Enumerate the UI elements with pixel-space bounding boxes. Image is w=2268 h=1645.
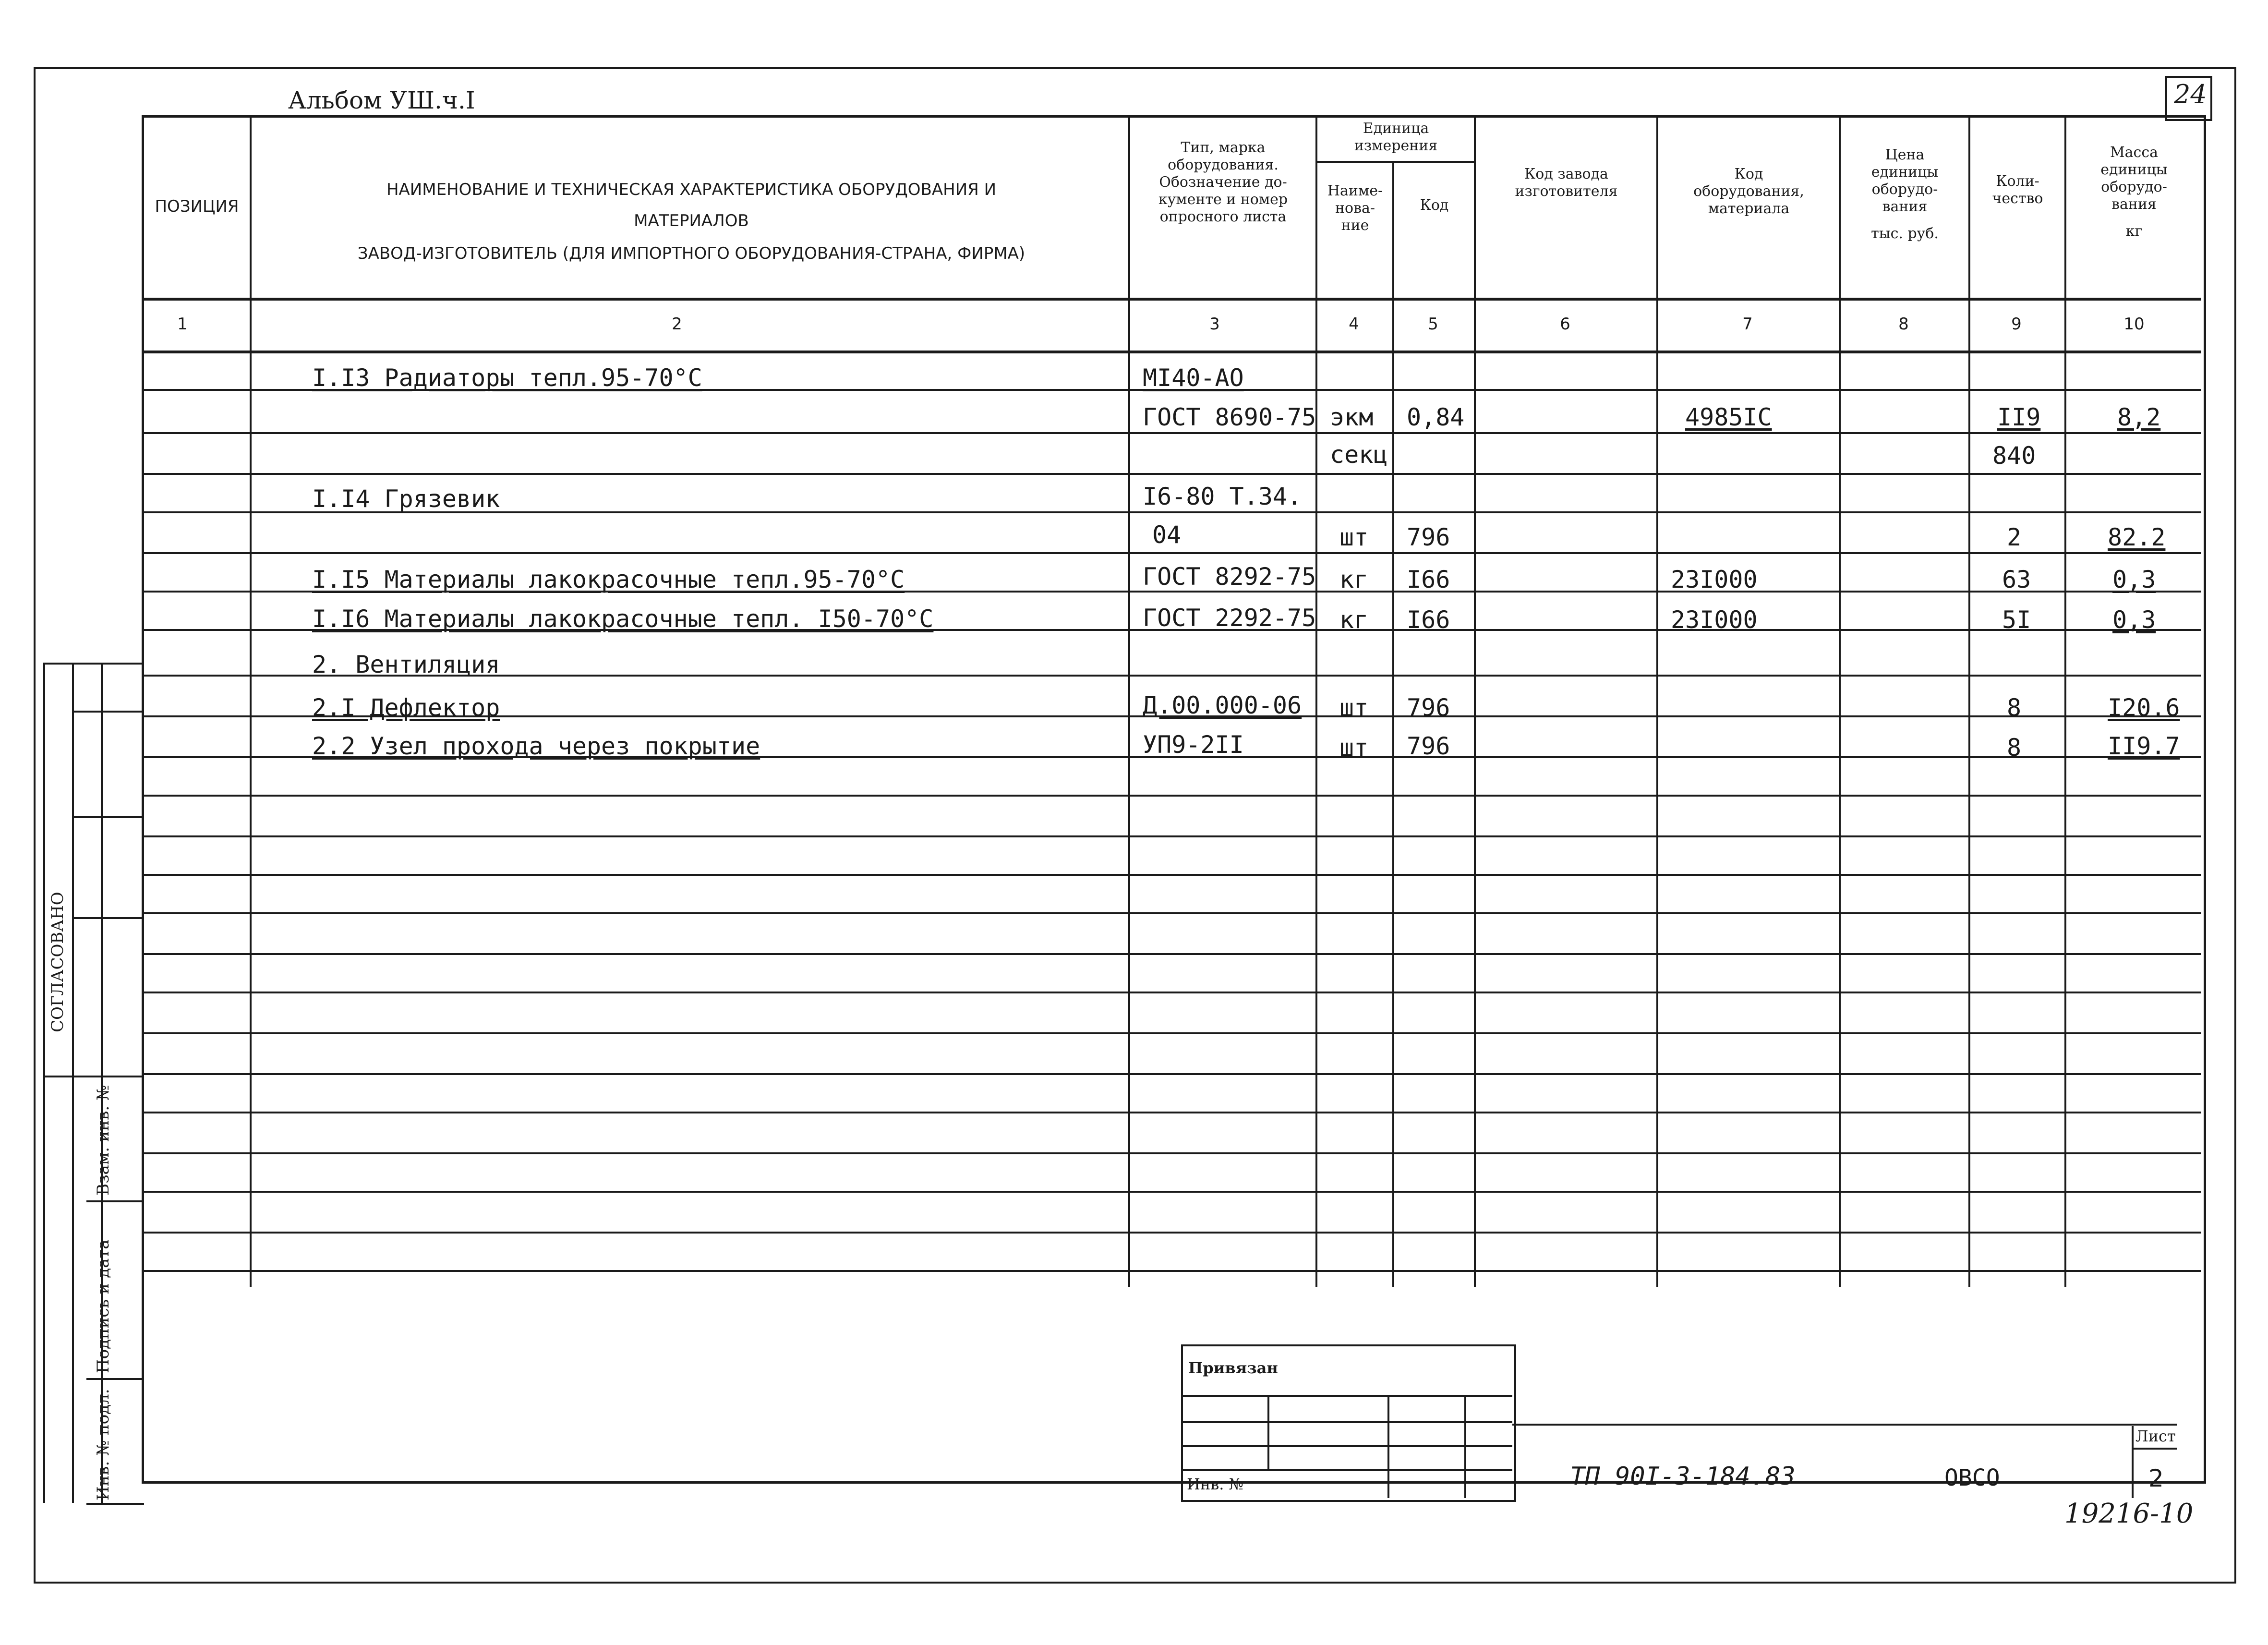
row-10-code: 796 [1407,732,1450,760]
row-5-code: 796 [1407,523,1450,551]
header-qty: Коли- чество [1992,173,2043,207]
colnum-4: 4 [1349,314,1359,334]
row-line-11 [142,795,2201,797]
row-2-qty: II9 [1997,403,2041,431]
section-code: ОВСО [1944,1464,2000,1491]
row-9-unit: шт [1339,694,1369,722]
row-10-qty: 8 [2007,734,2022,762]
side-strip-h3 [72,917,144,919]
side-label-sign-date: Подпись и дата [94,1239,113,1373]
row-5-qty: 2 [2007,523,2022,551]
title-block-top [1512,1424,2177,1426]
row-6-unit: кг [1339,566,1369,593]
stamp-inv-no: Инв. № [1187,1475,1243,1493]
stamp-line-3 [1181,1445,1512,1447]
row-6-code: I66 [1407,566,1450,593]
colnum-bottom-line [142,351,2201,353]
row-line-13 [142,874,2201,876]
row-7-equip: 23I000 [1671,606,1758,634]
col-line-7 [1839,115,1841,1287]
side-strip [43,663,144,1503]
row-line-14 [142,912,2201,914]
col-line-8 [1968,115,1970,1287]
colnum-10: 10 [2123,314,2145,334]
stamp-attached-label: Привязан [1188,1359,1278,1377]
stamp-vline-2 [1387,1395,1389,1498]
row-7-type: ГОСТ 2292-75 [1143,604,1316,632]
row-line-12 [142,835,2201,837]
sheet-number: 2 [2148,1464,2164,1492]
row-2-equip: 4985IС [1685,403,1772,431]
row-line-20 [142,1152,2201,1154]
row-9-qty: 8 [2007,694,2022,722]
sheet-label: Лист [2135,1427,2176,1445]
row-line-21 [142,1191,2201,1193]
stamp-vline-1 [1267,1395,1269,1469]
row-2-mass: 8,2 [2117,403,2161,431]
header-type: Тип, марка оборудования. Обозначение до- кументе и номер опросного листа [1158,139,1288,225]
side-strip-line-a [72,663,74,1503]
header-name-line3: ЗАВОД-ИЗГОТОВИТЕЛЬ (ДЛЯ ИМПОРТНОГО ОБОРУДОВАНИЯ-СТРАНА, ФИРМА) [357,244,1025,263]
side-label-inv-orig: Инв. № подл. [94,1389,113,1500]
handwritten-number: 19216-10 [2064,1498,2194,1529]
header-unit-name: Наиме- нова- ние [1327,182,1383,234]
row-10-unit: шт [1339,734,1369,762]
header-bottom-line [142,298,2201,301]
col-line-6 [1656,115,1658,1287]
row-6-qty: 63 [2002,566,2031,593]
col-line-2 [1128,115,1130,1287]
row-7-mass: 0,3 [2112,606,2156,634]
row-6-type: ГОСТ 8292-75 [1143,563,1316,591]
colnum-2: 2 [672,314,682,334]
colnum-1: 1 [177,314,188,334]
colnum-5: 5 [1428,314,1438,334]
colnum-6: 6 [1560,314,1570,334]
row-line-19 [142,1112,2201,1113]
side-strip-h2 [72,816,144,818]
row-4-type: I6-80 Т.34. [1143,483,1302,510]
row-line-5 [142,552,2201,554]
header-unit-code: Код [1420,197,1449,214]
colnum-3: 3 [1209,314,1220,334]
stamp-line-1 [1181,1395,1512,1397]
col-line-3 [1315,115,1317,1287]
row-9-code: 796 [1407,694,1450,722]
row-7-qty: 5I [2002,606,2031,634]
row-7-unit: кг [1339,606,1369,634]
side-label-inv-ref: Взам. инв. № [94,1085,113,1196]
col-line-4 [1392,161,1394,1287]
header-name-line1: НАИМЕНОВАНИЕ И ТЕХНИЧЕСКАЯ ХАРАКТЕРИСТИКА ОБОРУДОВАНИЯ И [386,180,997,199]
side-strip-h4 [43,1076,144,1077]
header-mass: Масса единицы оборудо- вания кг [2100,144,2168,240]
row-1-name: I.I3 Радиаторы тепл.95-70°С [312,364,702,392]
header-name-line2: МАТЕРИАЛОВ [634,211,749,230]
album-title: Альбом УШ.ч.I [288,86,475,114]
row-10-type: УП9-2II [1143,731,1244,759]
row-9-type: Д.00.000-06 [1143,691,1302,719]
row-5-unit: шт [1339,523,1369,551]
side-strip-line-b [101,663,103,1503]
row-8-name: 2. Вентиляция [312,651,500,678]
row-7-name: I.I6 Материалы лакокрасочные тепл. I50-70°С [312,605,934,633]
col-line-5 [1474,115,1476,1287]
row-line-3 [142,473,2201,475]
row-10-name: 2.2 Узел прохода через покрытие [312,732,760,760]
colnum-8: 8 [1898,314,1909,334]
col-line-1 [250,115,252,1287]
side-label-agreed: СОГЛАСОВАНО [48,892,67,1032]
row-line-17 [142,1032,2201,1034]
row-6-mass: 0,3 [2112,566,2156,593]
header-maker-code: Код завода изготовителя [1515,166,1618,200]
row-4-name: I.I4 Грязевик [312,485,500,513]
row-line-18 [142,1073,2201,1075]
header-equip-code: Код оборудования, материала [1693,166,1804,217]
sheet-box-line [2132,1448,2177,1450]
row-5-mass: 82.2 [2108,523,2166,551]
corner-number: 24 [2174,79,2207,109]
row-line-23 [142,1270,2201,1272]
row-2-unit: экм [1330,403,1374,431]
row-3-unit: секц [1330,441,1388,469]
side-strip-h1 [72,711,144,713]
col-line-9 [2064,115,2066,1287]
row-10-mass: II9.7 [2108,732,2180,760]
row-1-type: МI40-АО [1143,364,1244,392]
side-strip-h6 [86,1378,144,1380]
unit-group-line [1315,161,1474,163]
stamp-line-2 [1181,1421,1512,1423]
row-line-22 [142,1232,2201,1234]
row-7-code: I66 [1407,606,1450,634]
stamp-line-4 [1181,1469,1512,1471]
colnum-9: 9 [2011,314,2022,334]
row-line-15 [142,953,2201,955]
row-line-16 [142,992,2201,993]
doc-code: ТП 90I-3-184.83 [1570,1462,1796,1491]
header-price: Цена единицы оборудо- вания тыс. руб. [1871,146,1939,242]
header-position: ПОЗИЦИЯ [155,197,239,216]
row-6-name: I.I5 Материалы лакокрасочные тепл.95-70°С [312,566,905,593]
row-2-code: 0,84 [1407,403,1465,431]
row-9-mass: I20.6 [2108,694,2180,722]
side-strip-top [43,663,144,665]
stamp-vline-3 [1464,1395,1466,1498]
row-9-name: 2.I Дефлектор [312,694,500,722]
side-strip-h5 [86,1200,144,1202]
row-5-type: 04 [1152,521,1182,549]
row-3-qty: 840 [1992,442,2036,470]
header-unit-group: Единица измерения [1354,120,1438,154]
colnum-7: 7 [1742,314,1753,334]
side-strip-bottom [86,1503,144,1505]
row-6-equip: 23I000 [1671,566,1758,593]
row-2-type: ГОСТ 8690-75 [1143,403,1316,431]
row-line-2 [142,432,2201,434]
